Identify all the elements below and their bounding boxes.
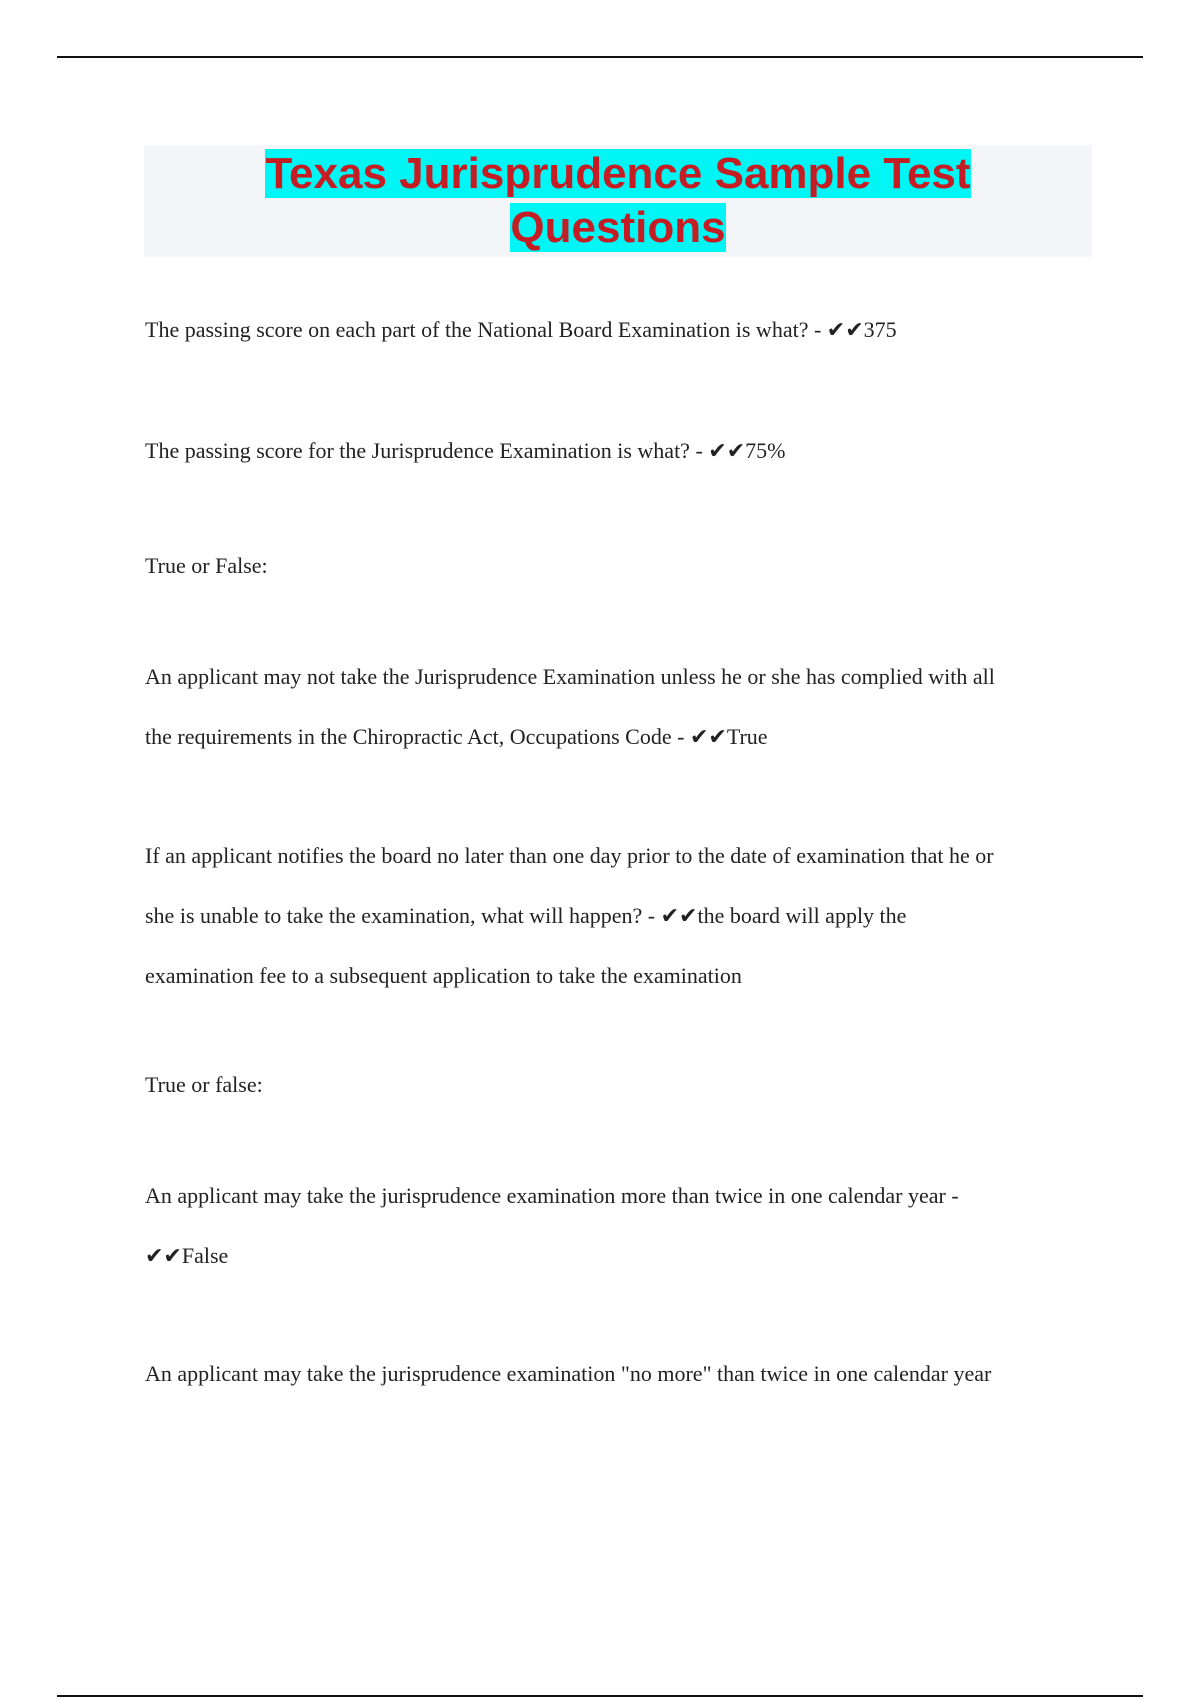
question-exam-twice: An applicant may take the jurisprudence examination more than twice in one calendar year - ✔✔False [145, 1183, 959, 1268]
title-line-2: Questions [510, 203, 726, 252]
question-notify-board: If an applicant notifies the board no later than one day prior to the date of examination that he or she is unable to take the examination, what will happen? - ✔✔the board will apply the examination fee to a subsequent application to take the examination [145, 843, 994, 988]
true-false-heading-2: True or false: [145, 1072, 263, 1097]
title-line-1: Texas Jurisprudence Sample Test [265, 149, 971, 198]
question-applicant-requirements: An applicant may not take the Jurisprudence Examination unless he or she has complied with all the requirements in the Chiropractic Act, Occupations Code - ✔✔True [145, 664, 995, 749]
bottom-rule [57, 1695, 1143, 1697]
true-false-heading-1: True or False: [145, 553, 268, 578]
top-rule [57, 56, 1143, 58]
question-jurisprudence-score: The passing score for the Jurisprudence Examination is what? - ✔✔75% [145, 438, 786, 463]
document-title [144, 145, 1092, 257]
statement-no-more-than-twice: An applicant may take the jurisprudence examination "no more" than twice in one calendar year [145, 1361, 992, 1386]
question-national-board-score: The passing score on each part of the National Board Examination is what? - ✔✔375 [145, 317, 897, 342]
